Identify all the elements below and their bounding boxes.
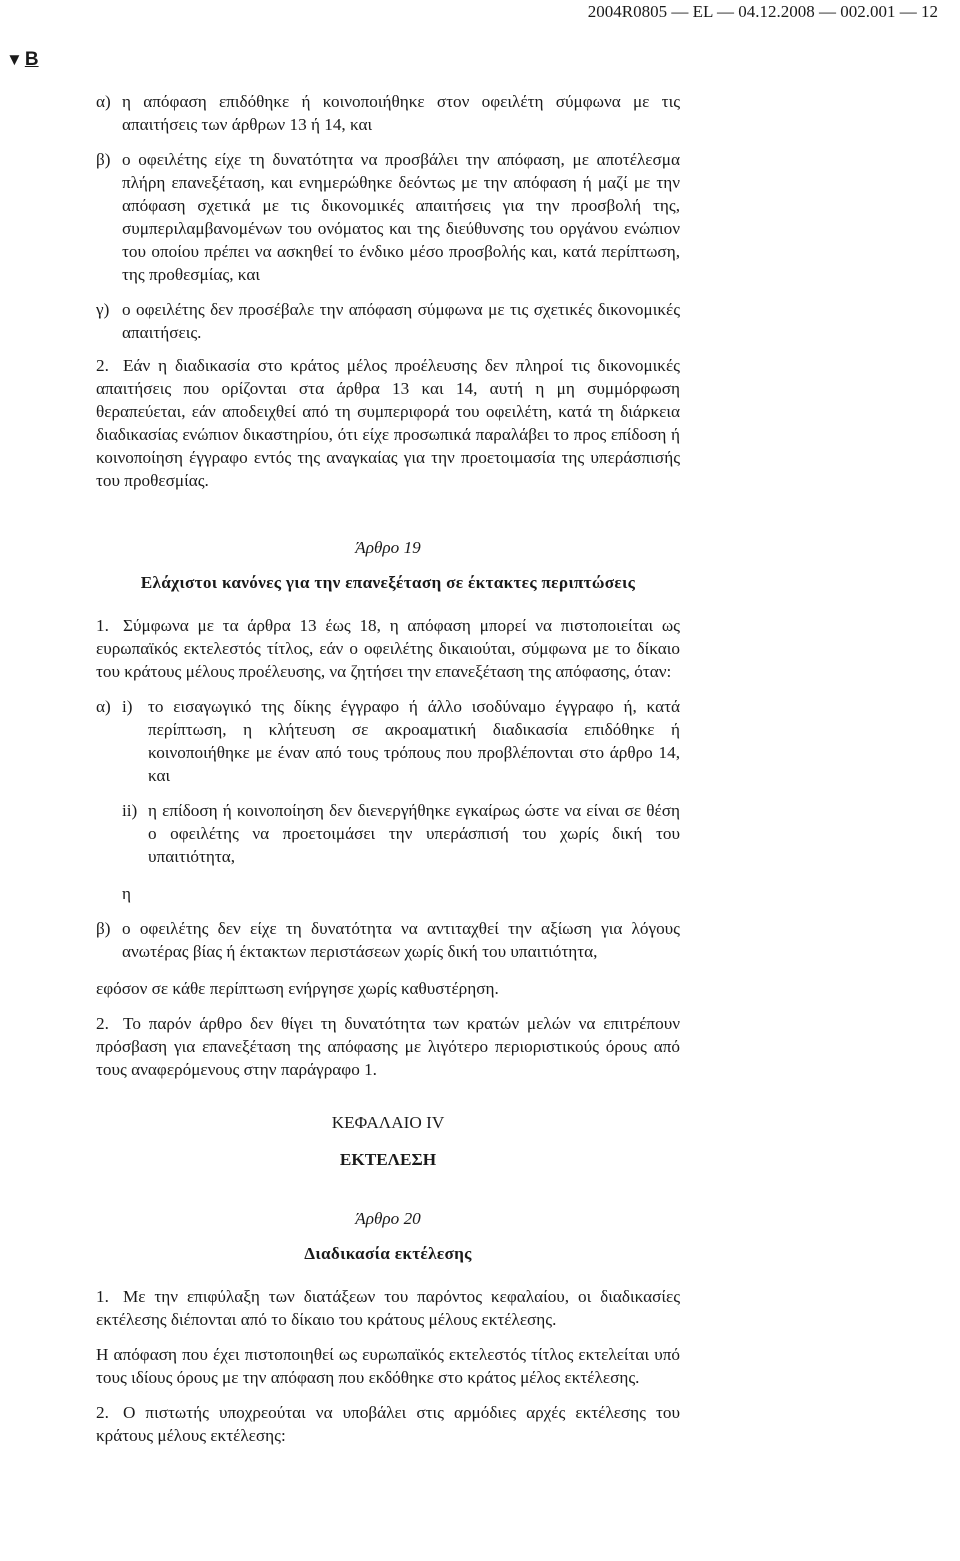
list-item-text: ο οφειλέτης δεν προσέβαλε την απόφαση σύμφωνα με τις σχετικές δικονομικές απαιτήσεις. <box>122 300 680 342</box>
sub-items <box>122 695 680 868</box>
article-19-heading: Άρθρο 19 <box>355 538 421 557</box>
amendment-marker-letter: B <box>24 49 39 70</box>
paragraph-2 <box>96 354 680 492</box>
article-19-paragraph-1 <box>96 614 680 683</box>
list-item-label: γ) <box>96 300 110 319</box>
paragraph-text: Ο πιστωτής υποχρεούται να υποβάλει στις αρμόδιες αρχές εκτέλεσης του κράτους μέλους εκτέλεσης: <box>96 1403 680 1445</box>
list-item-b <box>96 148 680 286</box>
article-19-item-b <box>96 917 680 963</box>
list-item-label: β) <box>96 919 111 938</box>
article-20-paragraph-2 <box>96 1401 680 1447</box>
amendment-marker <box>6 48 39 72</box>
sub-item-ii <box>122 799 680 868</box>
chapter-heading: ΚΕΦΑΛΑΙΟ IV <box>331 1113 445 1132</box>
paragraph-text: Με την επιφύλαξη των διατάξεων του παρόντος κεφαλαίου, οι διαδικασίες εκτέλεσης διέπονται από το δίκαιο του κράτους μέλους εκτέλεσης. <box>96 1287 680 1329</box>
document-reference-header: 2004R0805 — EL — 04.12.2008 — 002.001 — 12 <box>587 2 938 21</box>
sub-item-text: το εισαγωγικό της δίκης έγγραφο ή άλλο ισοδύναμο έγγραφο ή, κατά περίπτωση, η κλήτευση σε ακροαματική διαδικασία επιδόθηκε ή κοινοποιήθηκε με έναν από τους τρόπους που προβλέπονται στο άρθρο 14, και <box>148 697 680 785</box>
list-item-c <box>96 298 680 344</box>
paragraph-number: 1. <box>96 1287 109 1306</box>
article-20-title: Διαδικασία εκτέλεσης <box>304 1244 472 1263</box>
document-body <box>96 90 680 1447</box>
list-item-text: ο οφειλέτης δεν είχε τη δυνατότητα να αντιταχθεί την αξίωση για λόγους ανωτέρας βίας ή έκτακτων περιστάσεων χωρίς δική του υπαιτιότητα, <box>122 919 680 961</box>
list-item-label: α) <box>96 697 111 716</box>
or-word: η <box>122 884 131 903</box>
paragraph-text: Εάν η διαδικασία στο κράτος μέλος προέλευσης δεν πληροί τις δικονομικές απαιτήσεις που ορίζονται στα άρθρα 13 και 14, αυτή η μη συμμόρφωση θεραπεύεται, εάν αποδειχθεί από τη συμπεριφορά του οφειλέτη, κατά τη διάρκεια διαδικασίας ενώπιον δικαστηρίου, ότι είχε προσωπικά παραλάβει το προς επίδοση ή κοινοποίηση έγγραφο εντός της αναγκαίας για την προετοιμασία της υπεράσπισής του προθεσμίας. <box>96 356 680 490</box>
sub-item-label: i) <box>122 697 133 716</box>
paragraph-number: 2. <box>96 1403 109 1422</box>
list-item-label: α) <box>96 92 111 111</box>
paragraph-number: 1. <box>96 616 109 635</box>
list-item-text: η απόφαση επιδόθηκε ή κοινοποιήθηκε στον οφειλέτη σύμφωνα με τις απαιτήσεις των άρθρων 13 ή 14, και <box>122 92 680 134</box>
article-19-item-a <box>96 695 680 868</box>
list-item-text: ο οφειλέτης είχε τη δυνατότητα να προσβάλει την απόφαση, με αποτέλεσμα πλήρη επανεξέταση, και ενημερώθηκε δεόντως με την απόφαση ή μαζί με την απόφαση σχετικά με τις δικονομικές απαιτήσεις για την προσβολή της, συμπεριλαμβανομένων του ονόματος και της διεύθυνσης του οργάνου ενώπιον του οποίου πρέπει να ασκηθεί το ένδικο μέσο προσβολής και, κατά περίπτωση, της προθεσμίας, και <box>122 150 680 284</box>
paragraph-number: 2. <box>96 1014 109 1033</box>
sub-item-text: η επίδοση ή κοινοποίηση δεν διενεργήθηκε εγκαίρως ώστε να είναι σε θέση ο οφειλέτης να προετοιμάσει την υπεράσπισή του χωρίς δική του υπαιτιότητα, <box>148 801 680 866</box>
closing-sentence: εφόσον σε κάθε περίπτωση ενήργησε χωρίς καθυστέρηση. <box>96 979 499 998</box>
article-19-title: Ελάχιστοι κανόνες για την επανεξέταση σε έκτακτες περιπτώσεις <box>140 573 636 592</box>
triangle-down-icon: ▼ <box>6 50 23 69</box>
article-19-paragraph-2 <box>96 1012 680 1081</box>
chapter-title: ΕΚΤΕΛΕΣΗ <box>339 1150 437 1169</box>
sub-item-label: ii) <box>122 801 138 820</box>
article-20-paragraph-1-continued: Η απόφαση που έχει πιστοποιηθεί ως ευρωπαϊκός εκτελεστός τίτλος εκτελείται υπό τους ιδίους όρους με την απόφαση που εκδόθηκε στο κράτος μέλος εκτέλεσης. <box>96 1345 680 1387</box>
paragraph-text: Σύμφωνα με τα άρθρα 13 έως 18, η απόφαση μπορεί να πιστοποιείται ως ευρωπαϊκός εκτελεστός τίτλος, εάν ο οφειλέτης δικαιούται, σύμφωνα με το δίκαιο του κράτους μέλους προέλευσης, να ζητήσει την επανεξέταση της απόφασης, όταν: <box>96 616 680 681</box>
list-item-label: β) <box>96 150 111 169</box>
paragraph-text: Το παρόν άρθρο δεν θίγει τη δυνατότητα των κρατών μελών να επιτρέπουν πρόσβαση για επανεξέταση της απόφασης με λιγότερο περιοριστικούς όρους από τους αναφερόμενους στην παράγραφο 1. <box>96 1014 680 1079</box>
list-item-a <box>96 90 680 136</box>
article-20-paragraph-1 <box>96 1285 680 1331</box>
sub-item-i <box>122 695 680 787</box>
article-20-heading: Άρθρο 20 <box>355 1209 421 1228</box>
paragraph-number: 2. <box>96 356 109 375</box>
